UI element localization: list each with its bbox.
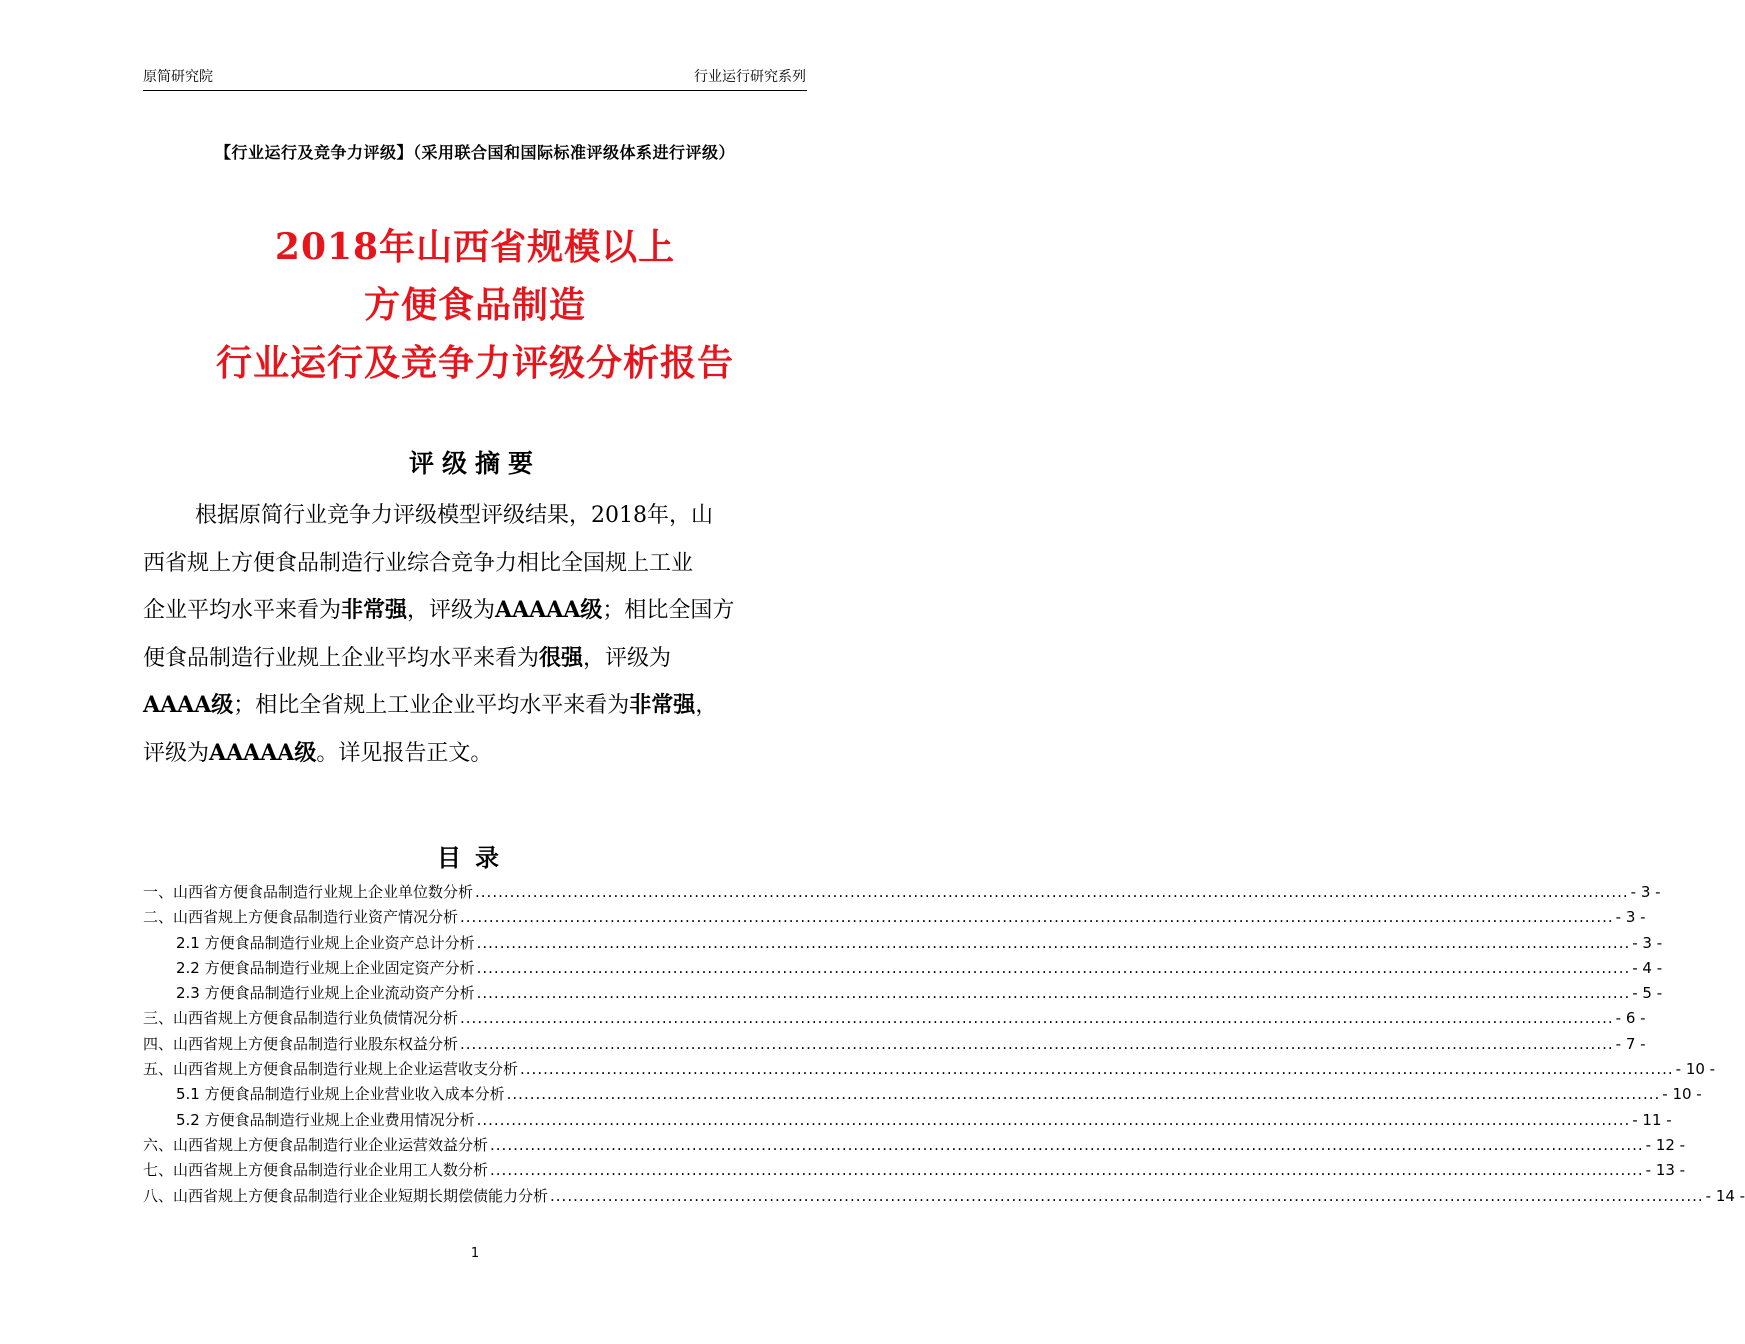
summary-strength: 非常强 xyxy=(629,692,696,718)
summary-text: 企业平均水平来看为 xyxy=(143,598,342,623)
toc-entry-page: - 3 - xyxy=(1630,883,1661,901)
summary-text: ，评级为 xyxy=(583,645,672,671)
toc-leader-dots: ........................................................................................................................................................................................................ xyxy=(520,1060,1674,1079)
toc-leader-dots: ........................................................................................................................................................................................................ xyxy=(460,1009,1614,1028)
summary-line-2: 西省规上方便食品制造行业综合竞争力相比全国规上工业 xyxy=(143,550,694,576)
toc-entry-label: 七、山西省规上方便食品制造行业企业用工人数分析 xyxy=(143,1161,489,1180)
table-of-contents xyxy=(143,880,1745,1209)
toc-entry[interactable] xyxy=(143,1158,1686,1183)
toc-subentry[interactable] xyxy=(143,931,1663,956)
summary-grade: AAAAA级 xyxy=(209,739,317,766)
toc-leader-dots: ........................................................................................................................................................................................................ xyxy=(460,908,1614,927)
toc-entry-label: 八、山西省规上方便食品制造行业企业短期长期偿债能力分析 xyxy=(143,1186,549,1205)
title-line-3: 行业运行及竞争力评级分析报告 xyxy=(215,342,734,384)
report-title xyxy=(100,218,850,392)
toc-entry-label: 五、山西省规上方便食品制造行业规上企业运营收支分析 xyxy=(143,1060,519,1079)
toc-entry-label: 六、山西省规上方便食品制造行业企业运营效益分析 xyxy=(143,1135,489,1154)
toc-entry-label: 四、山西省规上方便食品制造行业股东权益分析 xyxy=(143,1034,459,1053)
toc-entry-page: - 3 - xyxy=(1632,933,1663,952)
page-number: 1 xyxy=(470,1246,480,1261)
toc-entry-page: - 5 - xyxy=(1632,984,1663,1003)
title-line-2: 方便食品制造 xyxy=(363,284,586,326)
toc-entry[interactable] xyxy=(143,905,1646,930)
summary-line-6 xyxy=(143,730,807,778)
toc-entry[interactable] xyxy=(143,880,1661,905)
toc-entry[interactable] xyxy=(143,1006,1646,1031)
toc-subentry[interactable] xyxy=(143,1082,1702,1107)
toc-entry-page: - 7 - xyxy=(1615,1034,1646,1053)
toc-leader-dots: ........................................................................................................................................................................................................ xyxy=(490,1135,1644,1154)
toc-entry-page: - 6 - xyxy=(1615,1009,1646,1028)
summary-line-3 xyxy=(143,587,807,635)
summary-text: ；相比全国方 xyxy=(602,598,735,623)
summary-line-5 xyxy=(143,682,807,730)
toc-subentry[interactable] xyxy=(143,956,1663,981)
toc-entry-label: 2.1 方便食品制造行业规上企业资产总计分析 xyxy=(176,933,475,952)
toc-entry-label: 2.3 方便食品制造行业规上企业流动资产分析 xyxy=(176,984,475,1003)
toc-entry[interactable] xyxy=(143,1133,1686,1158)
rating-tag: 【行业运行及竞争力评级】（采用联合国和国际标准评级体系进行评级） xyxy=(214,143,735,162)
toc-subentry[interactable] xyxy=(143,981,1663,1006)
toc-entry-page: - 11 - xyxy=(1632,1110,1672,1129)
toc-subentry[interactable] xyxy=(143,1108,1672,1133)
toc-entry-page: - 10 - xyxy=(1675,1060,1716,1079)
summary-grade: AAAA级 xyxy=(143,692,234,718)
toc-entry-page: - 13 - xyxy=(1645,1161,1686,1180)
header-series-name: 行业运行研究系列 xyxy=(694,69,806,85)
summary-strength: 非常强 xyxy=(341,597,408,623)
toc-entry-page: - 14 - xyxy=(1705,1186,1745,1205)
title-line-1: 2018年山西省规模以上 xyxy=(274,226,676,268)
toc-leader-dots: ........................................................................................................................................................................................................ xyxy=(506,1085,1661,1104)
toc-entry-label: 二、山西省规上方便食品制造行业资产情况分析 xyxy=(143,908,459,927)
summary-text: 。详见报告正文。 xyxy=(316,740,493,766)
summary-line-1: 根据原简行业竞争力评级模型评级结果，2018年，山 xyxy=(195,503,713,528)
summary-text: ；相比全省规上工业企业平均水平来看为 xyxy=(233,693,630,718)
toc-entry[interactable] xyxy=(143,1057,1716,1082)
toc-entry-page: - 4 - xyxy=(1632,958,1663,977)
toc-leader-dots: ........................................................................................................................................................................................................ xyxy=(476,1110,1631,1129)
summary-text: 便食品制造行业规上企业平均水平来看为 xyxy=(143,645,540,671)
toc-entry-label: 一、山西省方便食品制造行业规上企业单位数分析 xyxy=(143,883,474,901)
toc-leader-dots: ........................................................................................................................................................................................................ xyxy=(490,1161,1644,1180)
toc-leader-dots: ........................................................................................................................................................................................................ xyxy=(476,984,1631,1003)
toc-leader-dots: ........................................................................................................................................................................................................ xyxy=(476,933,1631,952)
toc-entry[interactable] xyxy=(143,1184,1745,1209)
toc-entry-label: 5.1 方便食品制造行业规上企业营业收入成本分析 xyxy=(176,1085,505,1104)
toc-entry-label: 2.2 方便食品制造行业规上企业固定资产分析 xyxy=(176,958,475,977)
toc-entry-label: 5.2 方便食品制造行业规上企业费用情况分析 xyxy=(176,1110,475,1129)
toc-entry-label: 三、山西省规上方便食品制造行业负债情况分析 xyxy=(143,1009,459,1028)
toc-heading: 目录 xyxy=(437,844,513,872)
summary-heading: 评级摘要 xyxy=(408,449,541,478)
summary-paragraph xyxy=(143,492,807,777)
toc-leader-dots: ........................................................................................................................................................................................................ xyxy=(475,883,1629,901)
summary-text: ， xyxy=(695,693,718,718)
toc-entry-page: - 10 - xyxy=(1662,1085,1702,1104)
header-org-name: 原简研究院 xyxy=(143,69,213,85)
summary-line-4 xyxy=(143,635,807,683)
header-divider xyxy=(143,90,807,91)
toc-leader-dots: ........................................................................................................................................................................................................ xyxy=(460,1034,1614,1053)
summary-text: 评级为 xyxy=(143,740,210,766)
summary-strength: 很强 xyxy=(539,644,584,671)
toc-entry[interactable] xyxy=(143,1032,1646,1057)
toc-leader-dots: ........................................................................................................................................................................................................ xyxy=(476,958,1631,977)
summary-text: ，评级为 xyxy=(407,598,496,623)
toc-entry-page: - 3 - xyxy=(1615,908,1646,927)
summary-grade: AAAAA级 xyxy=(495,597,603,623)
toc-entry-page: - 12 - xyxy=(1645,1135,1686,1154)
toc-leader-dots: ........................................................................................................................................................................................................ xyxy=(550,1186,1704,1205)
